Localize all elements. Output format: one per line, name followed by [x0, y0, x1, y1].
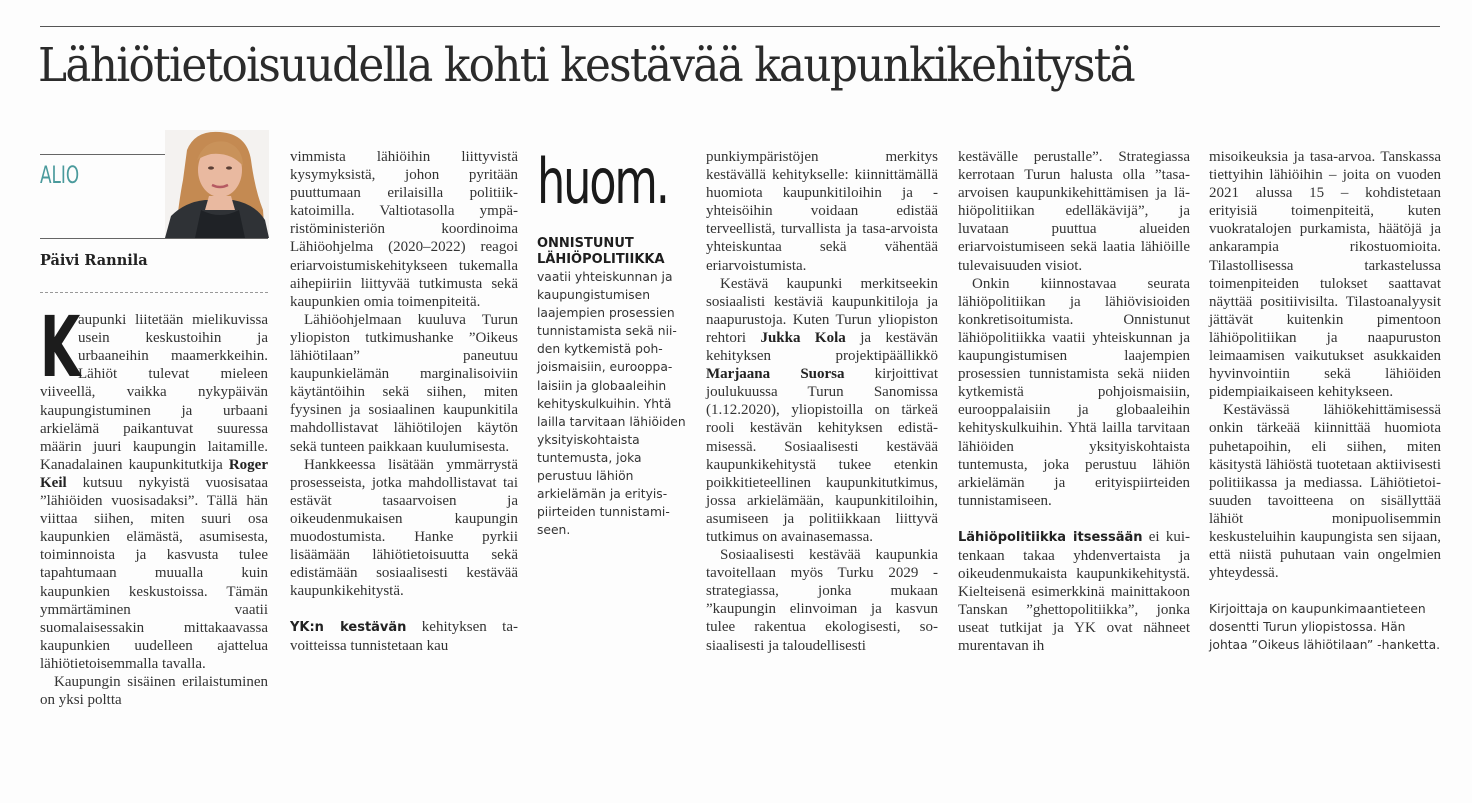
- paragraph: punkiympäristöjen merkitys kestävällä kehitykselle: kiinnittämällä huomiota kaupunkitiloihin ja -yhteisöihin voidaan edistää terveellistä, turvallista ja tasa-arvoista yhteiskuntaa sekä vähentää eriarvoistumista.: [706, 149, 938, 274]
- paragraph: K aupunki liitetään mielikuvissa usein keskustoihin ja urbaaneihin maamerkkeihin. Lähiöt tulevat mieleen viiveellä, vaikka nykypäivän kaupungistuminen ja urbaani arkielämä paikantuvat suuressa määrin juuri kaupungin laitamille. Kanadalainen kaupunkitutkija Roger Keil kutsuu nykyistä vuosisataa ”lähiöiden vuosisadaksi”. Tällä hän viittaa siihen, miten suuri osa kaupunkien elämästä, asumisesta, toiminnoista ja kasvusta tulee tapahtumaan muualla kuin kaupunkien keskustoissa. Tämän ymmärtäminen vaatii suomalaisessakin mittakaavassa kaupunkien uudelleen ajattelua lähiötietoisemmalla tavalla.: [40, 298, 268, 672]
- paragraph: Kestävä kaupunki merkitseekin sosiaalisti kestäviä kaupunkitiloja ja naapurustoja. Kuten Turun yliopiston rehtori Jukka Kola ja kestävän kehityksen projektipäällikkö Marjaana Suorsa kirjoittivat joulukuussa Turun Sanomissa (1.12.2020), yliopistoilla on tärkeä rooli kestävän kehityksen edistämisessä. Sosiaalisesti kestävää kaupunkikehitystä tukee etenkin poikkitieteellinen kaupunkitutkimus, jossa arkielämään, kaupunkitiloihin, asumiseen ja politiikkaan liittyvä tutkimus on avainasemassa.: [706, 275, 938, 545]
- author-portrait: [165, 130, 269, 238]
- subhead: YK:n kestävän: [290, 620, 407, 636]
- paragraph: Onkin kiinnostavaa seurata lähiöpolitiikan ja lähiövisioiden konkretisoitumista. Onnistunut lähiöpolitiikka vaatii yhteiskunnan ja kaupungistumisen laajempien prosessien tunnistamista sekä niiden kytkemistä pohjoismaisiin, eurooppalaisiin ja globaaleihin kehityskulkuihin. Yhtä lailla tarvitaan lähiöiden yksityiskohtaista tuntemusta, joka perustuu lähiön arkielämän ja erityispiirteiden tunnistamiseen.: [958, 275, 1190, 509]
- subhead: Lähiöpolitiikka itsessään: [958, 529, 1143, 545]
- subhead-paragraph: YK:n kestävän kehityksen tavoitteissa tunnistetaan kau: [290, 619, 518, 655]
- huom-logo: huom.: [537, 145, 668, 218]
- paragraph: Hankkeessa lisätään ymmärrystä prosesseista, jotka mahdollistavat tai estävät tasaarvoisen ja oikeudenmukaisen kaupungin muodostumista. Hanke pyrkii lisäämään lähiötietoisuutta sekä edistämään sosiaalisesti kestävää kaupunkikehitystä.: [290, 456, 518, 600]
- section-label: ALIO: [40, 161, 80, 189]
- sidebar-body: vaatii yhteiskunnan ja kaupungistumisen laajempien prosessien tunnistamista sekä niiden kytkemistä pohjoismaisiin, eurooppalaisiin ja globaaleihin kehityskulkuihin. Yhtä lailla tarvitaan lähiöiden yksityiskohtaista tuntemusta, joka perustuu lähiön arkielämän ja erityispiirteiden tunnistamiseen.: [537, 270, 686, 538]
- paragraph: Sosiaalisesti kestävää kaupunkia tavoitellaan myös Turku 2029 -strategiassa, jonka mukaan ”kaupungin elinvoiman ja kasvun tulee rakentua ekologisesti, sosiaalisesti ja taloudellisesti: [706, 547, 938, 654]
- person-name: Marjaana Suorsa: [706, 366, 845, 383]
- sidebar-huom: [537, 145, 687, 539]
- paragraph: Lähiöohjelmaan kuuluva Turun yliopiston tutkimushanke ”Oikeus lähiötilaan” paneutuu kaupunkielämän marginalisoiviin käytäntöihin sekä siihen, miten fyysinen ja sosiaalinen kaupunkitila mahdollistavat lähiötilojen käytön sekä tunteen paikkaan kuulumisesta.: [290, 311, 518, 455]
- column-5: [958, 148, 1190, 656]
- paragraph: misoikeuksia ja tasa-arvoa. Tanskassa tiettyihin lähiöihin – joita on vuoden 2021 alussa 15 – kohdistetaan erityisiä toimenpiteitä, kuten vuokratalojen purkamista, häätöjä ja ankarampia rikostuomioita. Tilastollisessa tarkastelussa toimenpiteiden tulokset saattavat näyttää positiivisilta. Tilastoanalyysit jättävät kuitenkin pimentoon lähiöpolitiikan ja naapuruston leimaamisen vaikutukset asukkaiden hyvinvointiin sekä lähiöiden pidempiaikaiseen kehitykseen.: [1209, 149, 1441, 401]
- top-rule: [40, 26, 1440, 27]
- dotted-divider: [40, 292, 268, 293]
- column-4: [706, 148, 938, 655]
- person-name: Jukka Kola: [760, 329, 846, 346]
- sidebar-heading: ONNISTUNUT LÄHIÖPOLITIIKKA: [537, 236, 665, 267]
- byline-box: [40, 148, 268, 248]
- column-6: [1209, 148, 1441, 655]
- subhead-paragraph: Lähiöpolitiikka itsessään ei kuitenkaan takaa yhdenvertaista ja oikeudenmukaista kaupunkikehitystä. Kielteisenä esimerkkinä mainittakoon Tanskan ”ghettopolitiikka”, jonka useat tutkijat ja YK ovat nähneet murentavan ih: [958, 528, 1190, 655]
- paragraph: vimmista lähiöihin liittyvistä kysymyksistä, johon pyritään puuttumaan erilaisilla politiikkatoimilla. Valtiotasolla ympäristöministeriön koordinoima Lähiöohjelma (2020–2022) reagoi eriarvoistumiskehitykseen tukemalla aihepiiriin liittyvää tutkimusta sekä kaupunkien omia toimenpiteitä.: [290, 149, 518, 310]
- column-1: [40, 148, 268, 709]
- dropcap: K: [40, 298, 81, 397]
- paragraph: Kestävässä lähiökehittämisessä onkin tärkeää kiinnittää huomiota puhetapoihin, eli siihen, miten käsitystä lähiöstä tuotetaan aktiivisesti politiikassa ja mediassa. Lähiötietoisuuden tavoitteena on sisällyttää lähiöt monipuolisemmin keskusteluihin kaupungista sen sijaan, että niistä puhutaan vain ongelmien yhteydessä.: [1209, 402, 1441, 582]
- paragraph: kestävälle perustalle”. Strategiassa kerrotaan Turun halusta olla ”tasa-arvoisen kaupunkikehittämisen ja lähiöpolitiikan edelläkävijä”, ja luvataan puuttua alueiden eriarvoistumiseen sekä laatia lähiöille tulevaisuuden visiot.: [958, 149, 1190, 274]
- author-name: Päivi Rannila: [40, 252, 148, 269]
- byline-rule-bottom: [40, 238, 268, 239]
- author-bio: Kirjoittaja on kaupunkimaantieteen dosentti Turun yliopistossa. Hän johtaa ”Oikeus lähiötilaan” -hanketta.: [1209, 602, 1441, 653]
- paragraph: Kaupungin sisäinen erilaistuminen on yksi poltta: [40, 673, 268, 709]
- person-name: Roger Keil: [40, 456, 268, 491]
- headline: Lähiötietoisuudella kohti kestävää kaupunkikehitystä: [38, 38, 1135, 93]
- column-2: [290, 148, 518, 656]
